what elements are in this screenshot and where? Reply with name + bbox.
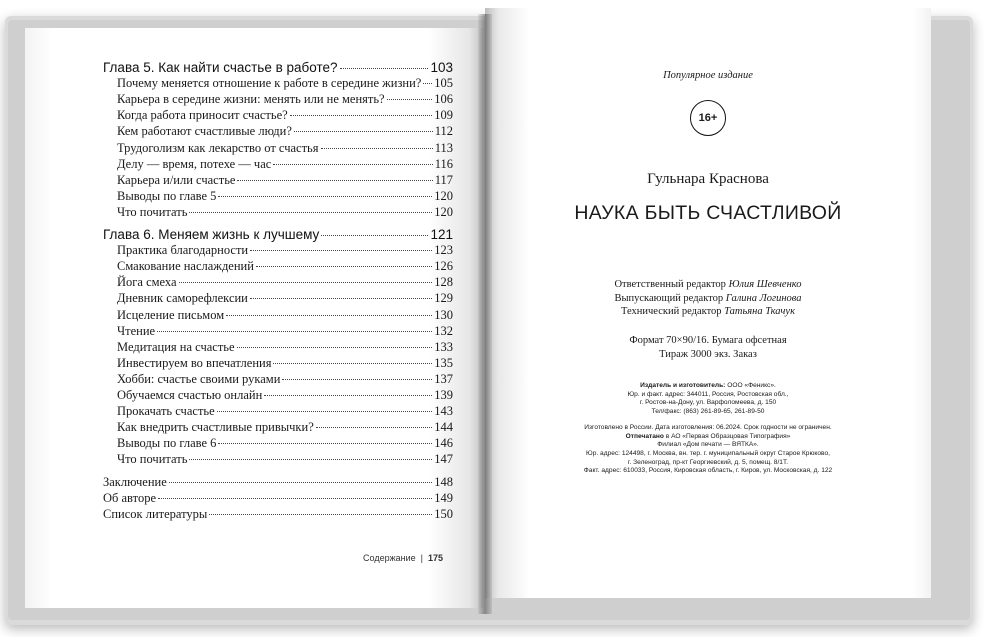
- toc-entry: [103, 60, 453, 76]
- toc-entry-title: Как внедрить счастливые привычки?: [117, 420, 314, 435]
- toc-entry-page: 135: [434, 355, 453, 370]
- toc-entry: [117, 420, 453, 436]
- toc-entry-page: 123: [434, 243, 453, 258]
- toc-entry: [117, 124, 453, 140]
- toc-entry: [117, 157, 453, 173]
- toc-entry: [117, 76, 453, 92]
- toc-entry-page: 148: [434, 474, 453, 489]
- toc-entry: [117, 205, 453, 221]
- toc-leader-dots: [294, 131, 433, 132]
- toc-entry-title: Почему меняется отношение к работе в середине жизни?: [117, 76, 422, 91]
- edition-label: Популярное издание: [663, 70, 753, 81]
- toc-leader-dots: [209, 514, 432, 515]
- toc-entry-page: 146: [434, 436, 453, 451]
- toc-entry-page: 137: [434, 371, 453, 386]
- toc-leader-dots: [217, 411, 433, 412]
- imprint-block: [485, 382, 931, 476]
- toc-leader-dots: [179, 282, 433, 283]
- toc-entry-title: Обучаемся счастью онлайн: [117, 388, 263, 402]
- publisher-phone-line: Тел/факс: (863) 261-89-65, 261-89-50: [651, 408, 765, 416]
- toc-entry: [103, 227, 453, 243]
- toc-entry-page: 130: [434, 307, 453, 322]
- toc-entry-page: 129: [434, 291, 453, 306]
- toc-leader-dots: [218, 196, 432, 197]
- toc-entry-title: Выводы по главе 5: [117, 188, 217, 203]
- credit-name: Юлия Шевченко: [728, 279, 802, 290]
- toc-leader-dots: [158, 498, 432, 499]
- toc-leader-dots: [157, 331, 432, 332]
- toc-entry: [117, 324, 453, 340]
- toc-leader-dots: [340, 68, 429, 69]
- printer-line: Факт. адрес: 610033, Россия, Кировская область, г. Киров, ул. Московская, д. 122: [583, 467, 833, 475]
- format-line: Формат 70×90/16. Бумага офсетная: [629, 335, 787, 346]
- toc-entry-page: 120: [434, 204, 453, 219]
- toc-leader-dots: [273, 363, 432, 364]
- toc-entry: [117, 356, 453, 372]
- footer-separator: |: [420, 553, 423, 563]
- toc-leader-dots: [189, 459, 432, 460]
- age-rating-badge: 16+: [690, 100, 726, 136]
- manufacture-line: Изготовлено в России. Дата изготовления: 06.2024. Срок годности не ограничен.: [584, 423, 832, 431]
- toc-entry: [103, 491, 453, 507]
- toc-leader-dots: [423, 83, 432, 84]
- toc-entry-page: 147: [434, 452, 453, 467]
- toc-leader-dots: [256, 266, 432, 267]
- toc-entry: [117, 259, 453, 275]
- toc-entry-page: 112: [434, 124, 453, 139]
- page-footer: [363, 553, 443, 563]
- author-name: Гульнара Краснова: [647, 171, 769, 187]
- editorial-credits: [485, 278, 931, 319]
- toc-entry-page: 150: [434, 506, 453, 521]
- toc-entry-title: Карьера в середине жизни: менять или не менять?: [117, 92, 385, 107]
- toc-entry-page: 109: [434, 108, 453, 123]
- toc-entry-page: 117: [434, 172, 453, 187]
- toc-entry-page: 106: [434, 92, 453, 107]
- toc-entry: [103, 475, 453, 491]
- toc-entry-title: Кем работают счастливые люди?: [117, 124, 292, 139]
- publisher-line: [485, 382, 931, 391]
- book-gutter: [478, 14, 492, 614]
- toc-leader-dots: [321, 148, 433, 149]
- printed-text: в АО «Первая Образцовая Типография»: [665, 432, 791, 440]
- toc-entry-page: 126: [434, 259, 453, 274]
- publisher-name: ООО «Феникс».: [727, 382, 776, 389]
- toc-entry-page: 113: [434, 140, 453, 155]
- toc-leader-dots: [237, 180, 432, 181]
- toc-entry-page: 121: [430, 227, 453, 242]
- toc-entry: [117, 92, 453, 108]
- printer-line: Филиал «Дом печати — ВЯТКА».: [657, 441, 759, 449]
- toc-leader-dots: [250, 298, 432, 299]
- credit-line: [485, 292, 931, 306]
- toc-entry-page: 149: [434, 490, 453, 505]
- toc-entry-title: Чтение: [117, 323, 156, 338]
- toc-entry-title: Инвестируем во впечатления: [117, 355, 272, 370]
- credit-name: Татьяна Ткачук: [724, 306, 795, 317]
- toc-entry: [117, 436, 453, 452]
- toc-entry-title: Что почитать: [117, 452, 188, 467]
- print-run-line: Тираж 3000 экз. Заказ: [659, 348, 757, 360]
- toc-entry-title: Список литературы: [103, 506, 208, 521]
- toc-entry-title: Практика благодарности: [117, 243, 249, 258]
- toc-entry-title: Глава 6. Меняем жизнь к лучшему: [103, 227, 320, 242]
- printed-line: [485, 433, 931, 442]
- toc-leader-dots: [290, 115, 433, 116]
- toc-leader-dots: [218, 443, 432, 444]
- toc-entry-page: 105: [434, 76, 453, 91]
- toc-entry-page: 132: [434, 323, 453, 338]
- toc-entry: [117, 141, 453, 157]
- toc-entry-title: Что почитать: [117, 204, 188, 219]
- toc-entry-page: 143: [434, 404, 453, 419]
- toc-leader-dots: [250, 250, 432, 251]
- toc-entry-title: Исцеление письмом: [117, 307, 225, 322]
- credit-line: [485, 278, 931, 292]
- toc-leader-dots: [237, 347, 433, 348]
- toc-entry: [117, 173, 453, 189]
- publisher-address-line: г. Ростов-на-Дону, ул. Варфоломеева, д. 150: [639, 399, 777, 407]
- toc-entry: [103, 507, 453, 523]
- toc-leader-dots: [169, 482, 433, 483]
- credit-role: Технический редактор: [620, 306, 722, 317]
- toc-leader-dots: [321, 235, 428, 236]
- printer-line: Юр. адрес: 124498, г. Москва, вн. тер. г. муниципальный округ Старое Крюково,: [586, 449, 830, 457]
- toc-entry: [117, 452, 453, 468]
- toc-entry-page: 103: [430, 60, 453, 75]
- toc-leader-dots: [273, 164, 432, 165]
- toc-leader-dots: [282, 379, 432, 380]
- toc-leader-dots: [387, 99, 433, 100]
- toc-entry-title: Дневник саморефлексии: [117, 291, 248, 306]
- toc-entry-title: Об авторе: [103, 490, 156, 505]
- toc-entry: [117, 275, 453, 291]
- right-page: [485, 8, 931, 598]
- toc-entry-page: 120: [434, 188, 453, 203]
- format-info: [485, 334, 931, 361]
- book-title: НАУКА БЫТЬ СЧАСТЛИВОЙ: [574, 202, 842, 224]
- toc-entry-title: Йога смеха: [117, 275, 177, 290]
- toc-entry-page: 116: [434, 156, 453, 171]
- toc-entry: [117, 108, 453, 124]
- toc-entry-title: Прокачать счастье: [117, 404, 215, 419]
- toc-entry-title: Делу — время, потехе — час: [117, 156, 272, 171]
- printed-label: Отпечатано: [625, 432, 664, 440]
- toc-entry: [117, 404, 453, 420]
- printer-line: г. Зеленоград, пр-кт Георгиевский, д. 5, помещ. 8/1Т.: [627, 458, 789, 466]
- toc-entry-title: Хобби: счастье своими руками: [117, 371, 281, 386]
- toc-entry-page: 128: [434, 275, 453, 290]
- toc-entry: [117, 372, 453, 388]
- toc-entry-title: Глава 5. Как найти счастье в работе?: [103, 60, 338, 75]
- toc-leader-dots: [264, 395, 432, 396]
- credit-line: [485, 305, 931, 319]
- toc-entry-page: 133: [434, 339, 453, 354]
- footer-page-number: 175: [427, 553, 443, 563]
- credit-role: Выпускающий редактор: [614, 292, 724, 304]
- left-page: [25, 28, 483, 608]
- toc-entry: [117, 243, 453, 259]
- toc-entry: [117, 291, 453, 307]
- toc-leader-dots: [226, 315, 432, 316]
- toc-entry: [117, 308, 453, 324]
- toc-entry-title: Выводы по главе 6: [117, 436, 217, 451]
- toc-entry-title: Смакование наслаждений: [117, 259, 254, 274]
- toc-leader-dots: [316, 427, 433, 428]
- toc-entry-page: 139: [434, 388, 453, 402]
- credit-name: Галина Логинова: [725, 292, 802, 304]
- toc-entry-title: Когда работа приносит счастье?: [117, 108, 288, 123]
- toc-entry-title: Медитация на счастье: [117, 339, 235, 354]
- toc-entry-title: Заключение: [103, 474, 167, 489]
- toc-leader-dots: [189, 212, 432, 213]
- toc-entry-title: Карьера и/или счастье: [117, 172, 236, 187]
- toc-entry: [117, 388, 453, 404]
- toc-entry: [117, 189, 453, 205]
- toc-entry-page: 144: [434, 420, 453, 435]
- credit-role: Ответственный редактор: [614, 279, 726, 290]
- publisher-address-line: Юр. и факт. адрес: 344011, Россия, Ростовская обл.,: [627, 390, 789, 398]
- publisher-label: Издатель и изготовитель:: [640, 382, 726, 389]
- footer-section: Содержание: [363, 553, 416, 563]
- toc-entry: [117, 340, 453, 356]
- toc-entry-title: Трудоголизм как лекарство от счастья: [117, 140, 319, 155]
